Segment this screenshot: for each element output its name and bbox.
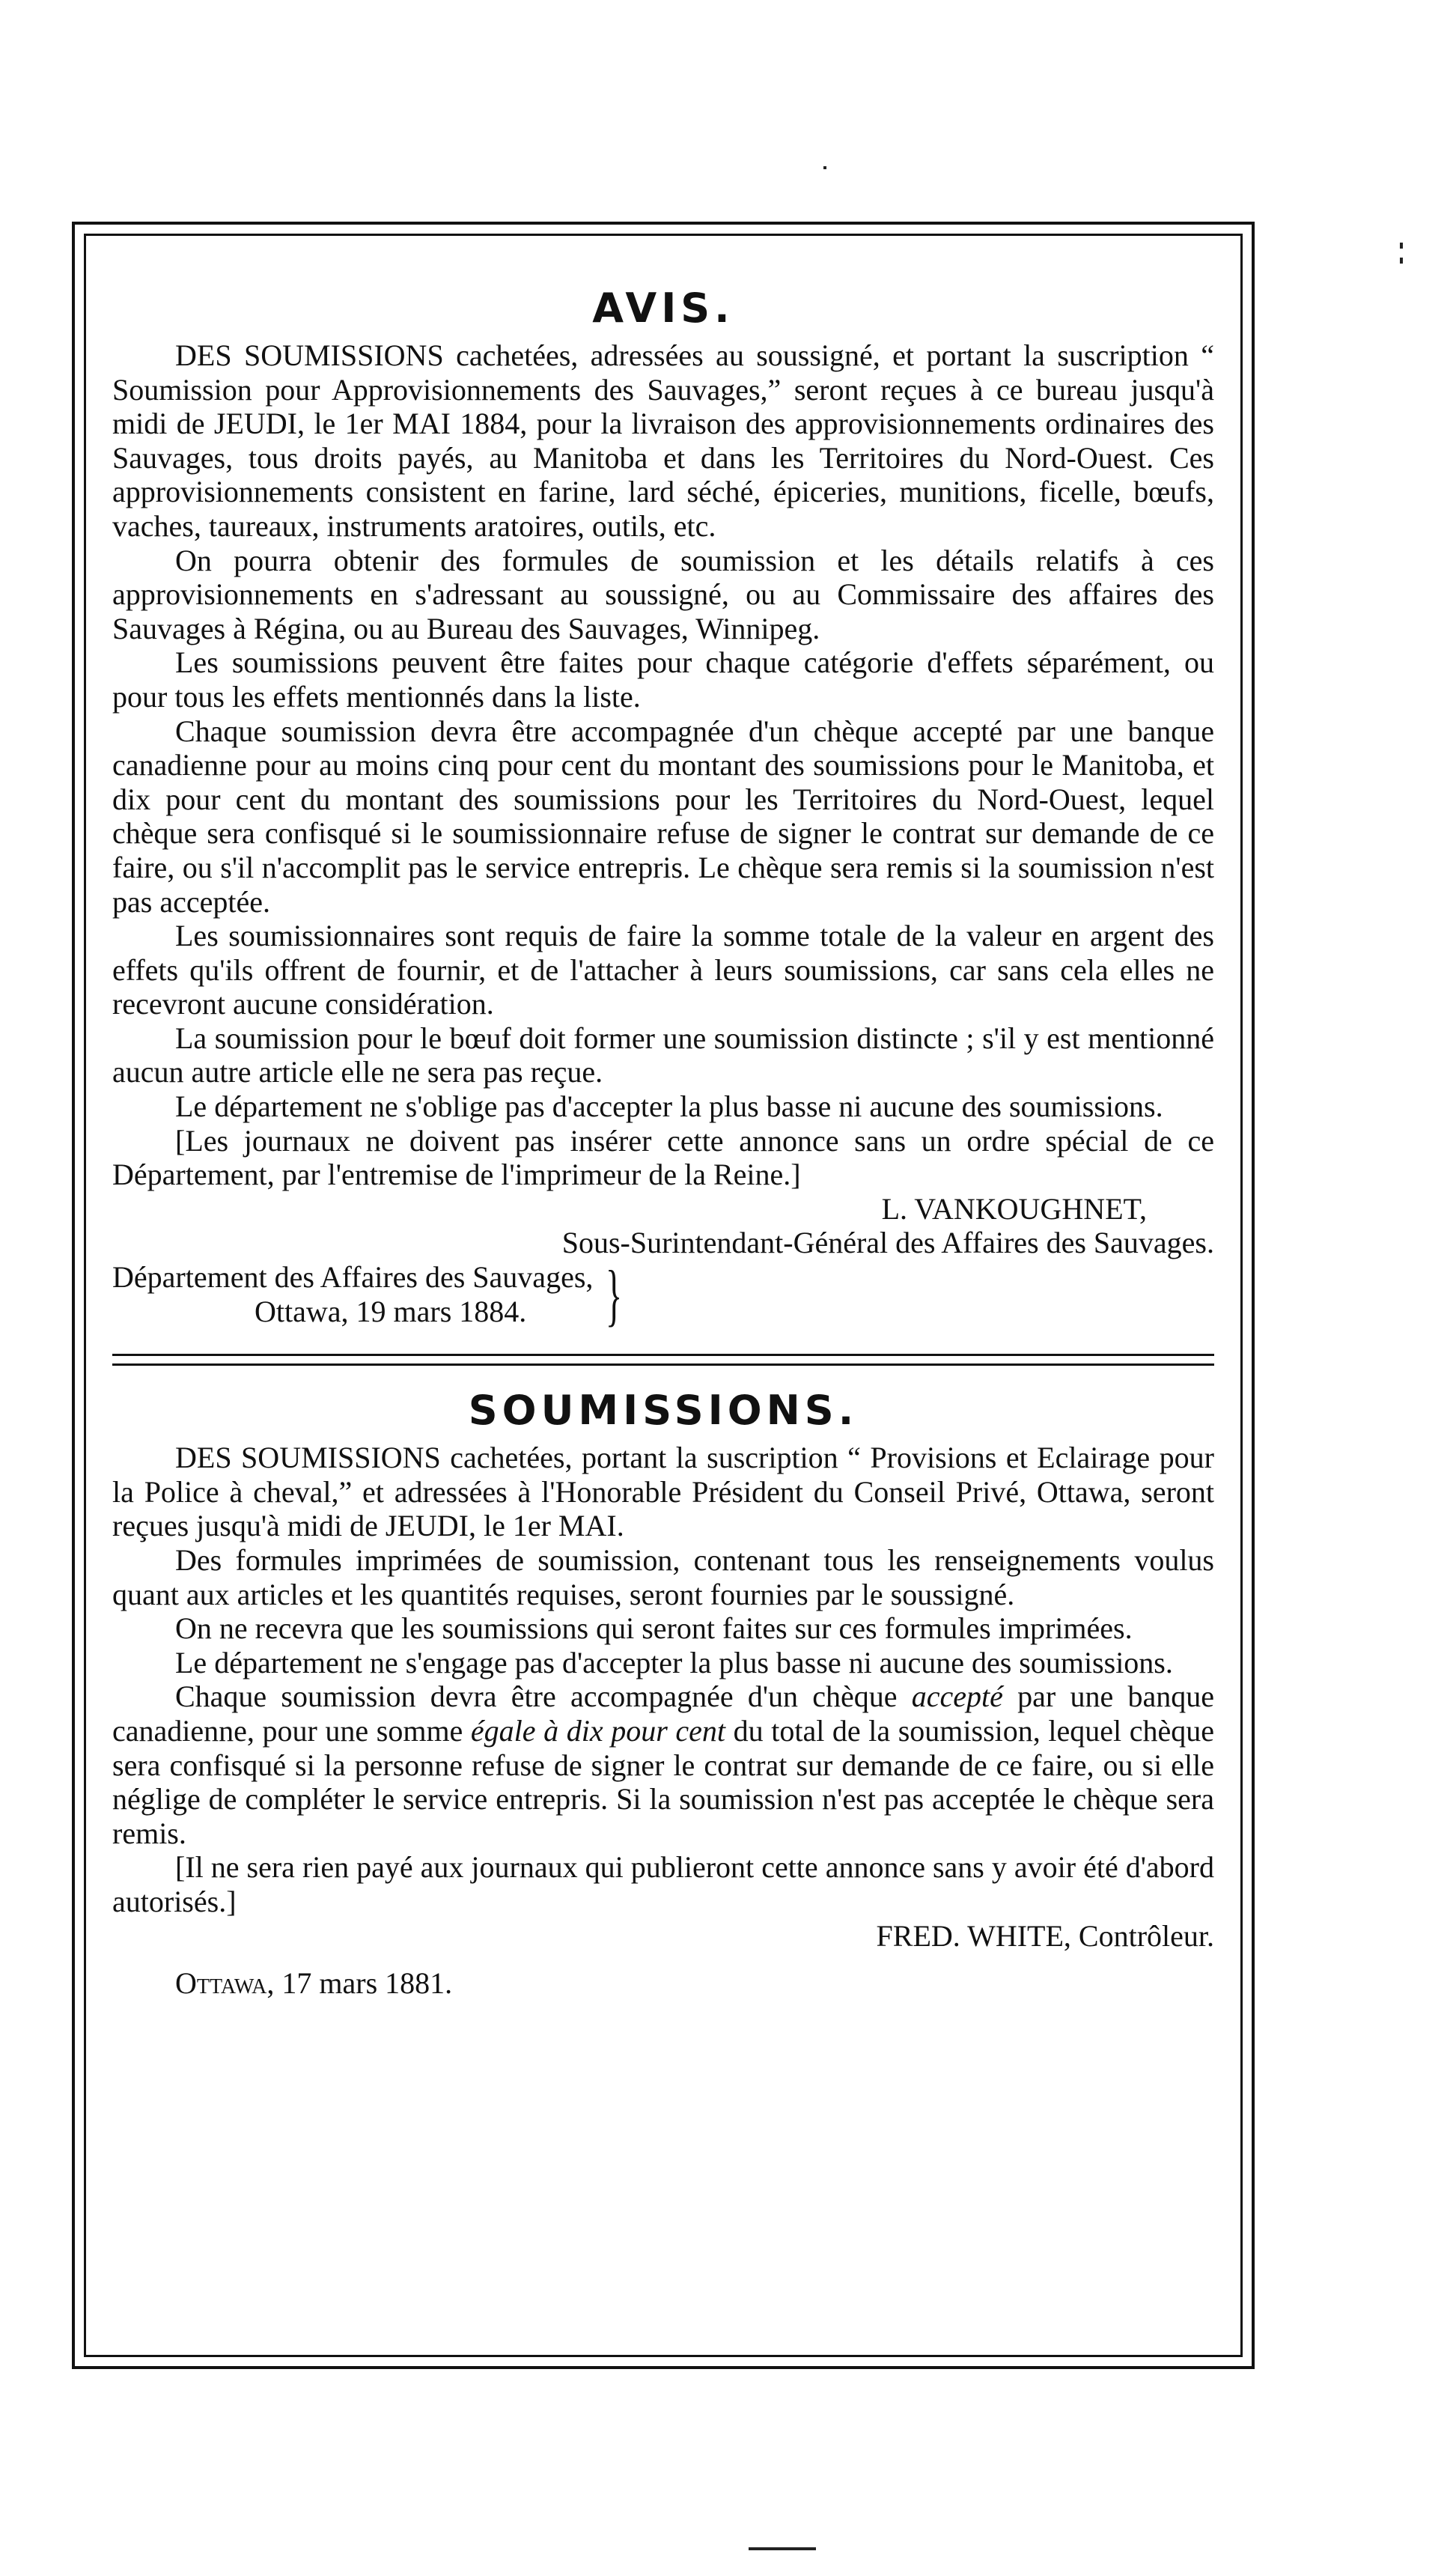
- avis-department-block: [112, 1256, 1214, 1333]
- avis-department-date: Ottawa, 19 mars 1884.: [255, 1294, 527, 1328]
- avis-signatory-name: L. VANKOUGHNET,: [881, 1191, 1147, 1226]
- soumissions-paragraph-3: On ne recevra que les soumissions qui seront faites sur ces formules imprimées.: [175, 1611, 1133, 1646]
- print-speck: [1400, 258, 1403, 264]
- p5-emphasis-percent: égale à dix pour cent: [470, 1713, 726, 1748]
- p5-text-b: par une banque canadienne, pour une somme: [112, 1679, 1214, 1748]
- soumissions-paragraph-5: [112, 1679, 1214, 1850]
- avis-paragraph-8: [Les journaux ne doivent pas insérer cette annonce sans un ordre spécial de ce Département, par l'entremise de l'imprimeur de la Reine.]: [112, 1123, 1214, 1192]
- soumissions-signatory: FRED. WHITE, Contrôleur.: [876, 1918, 1214, 1953]
- p5-emphasis-accepte: accepté: [911, 1679, 1003, 1714]
- avis-department-lines: [112, 1260, 593, 1328]
- brace-glyph: }: [606, 1256, 623, 1333]
- avis-paragraph-7: Le département ne s'oblige pas d'accepter la plus basse ni aucune des soumissions.: [175, 1089, 1163, 1124]
- avis-paragraph-3: Les soumissions peuvent être faites pour chaque catégorie d'effets séparément, ou pour tous les effets mentionnés dans la liste.: [112, 645, 1214, 714]
- p5-text-a: Chaque soumission devra être accompagnée d'un chèque: [175, 1679, 912, 1714]
- soumissions-paragraph-6: [Il ne sera rien payé aux journaux qui publieront cette annonce sans y avoir été d'abord autorisés.]: [112, 1850, 1214, 1918]
- print-rule-fragment: [749, 2547, 816, 2550]
- avis-paragraph-1: DES SOUMISSIONS cachetées, adressées au soussigné, et portant la suscription “ Soumission pour Approvisionnements des Sauvages,” seront reçues à ce bureau jusqu'à midi de JEUDI, le 1er MAI 1884, pour la livraison des approvisionnements ordinaires des Sauvages, tous droits payés, au Manitoba et dans les Territoires du Nord-Ouest. Ces approvisionnements consistent en farine, lard séché, épiceries, munitions, ficelle, bœufs, vaches, taureaux, instruments aratoires, outils, etc.: [112, 338, 1214, 543]
- avis-paragraph-2: On pourra obtenir des formules de soumission et les détails relatifs à ces approvisionnements en s'adressant au soussigné, ou au Commissaire des affaires des Sauvages à Régina, ou au Bureau des Sauvages, Winnipeg.: [112, 543, 1214, 645]
- soumissions-date-line: [175, 1966, 1214, 2001]
- notice-content: [112, 285, 1214, 2001]
- date-value: 17 mars 1881.: [274, 1966, 453, 2001]
- soumissions-paragraph-1: DES SOUMISSIONS cachetées, portant la suscription “ Provisions et Eclairage pour la Police à cheval,” et adressées à l'Honorable Président du Conseil Privé, Ottawa, seront reçues jusqu'à midi de JEUDI, le 1er MAI.: [112, 1441, 1214, 1543]
- soumissions-paragraph-2: Des formules imprimées de soumission, contenant tous les renseignements voulus quant aux articles et les quantités requises, seront fournies par le soussigné.: [112, 1543, 1214, 1611]
- section-divider: [112, 1354, 1214, 1366]
- avis-paragraph-4: Chaque soumission devra être accompagnée d'un chèque accepté par une banque canadienne pour au moins cinq pour cent du montant des soumissions pour le Manitoba, et dix pour cent du montant des soumissions pour les Territoires du Nord-Ouest, lequel chèque sera confisqué si le soumissionnaire refuse de signer le contrat sur demande de ce faire, ou s'il n'accomplit pas le service entrepris. Le chèque sera remis si la soumission n'est pas acceptée.: [112, 714, 1214, 919]
- avis-title: AVIS.: [592, 285, 734, 332]
- date-place: Ottawa,: [175, 1966, 275, 2001]
- avis-section: [112, 285, 1214, 1333]
- soumissions-title: SOUMISSIONS.: [468, 1387, 859, 1435]
- avis-signatory-title: Sous-Surintendant-Général des Affaires des Sauvages.: [561, 1226, 1214, 1260]
- print-speck: [1400, 243, 1403, 249]
- soumissions-section: [112, 1387, 1214, 2001]
- soumissions-paragraph-4: Le département ne s'engage pas d'accepter la plus basse ni aucune des soumissions.: [175, 1645, 1173, 1679]
- print-speck: [823, 166, 826, 169]
- avis-department-name: Département des Affaires des Sauvages,: [112, 1260, 594, 1295]
- avis-paragraph-6: La soumission pour le bœuf doit former une soumission distincte ; s'il y est mentionné aucun autre article elle ne sera pas reçue.: [112, 1021, 1214, 1089]
- avis-paragraph-5: Les soumissionnaires sont requis de faire la somme totale de la valeur en argent des effets qu'ils offrent de fournir, et de l'attacher à leurs soumissions, car sans cela elles ne recevront aucune considération.: [112, 919, 1214, 1021]
- p5-text-c: du total de la soumission, lequel chèque sera confisqué si la personne refuse de signer le contrat sur demande de ce faire, ou si elle néglige de compléter le service entrepris. Si la soumission n'est pas acceptée le chèque sera remis.: [112, 1713, 1214, 1850]
